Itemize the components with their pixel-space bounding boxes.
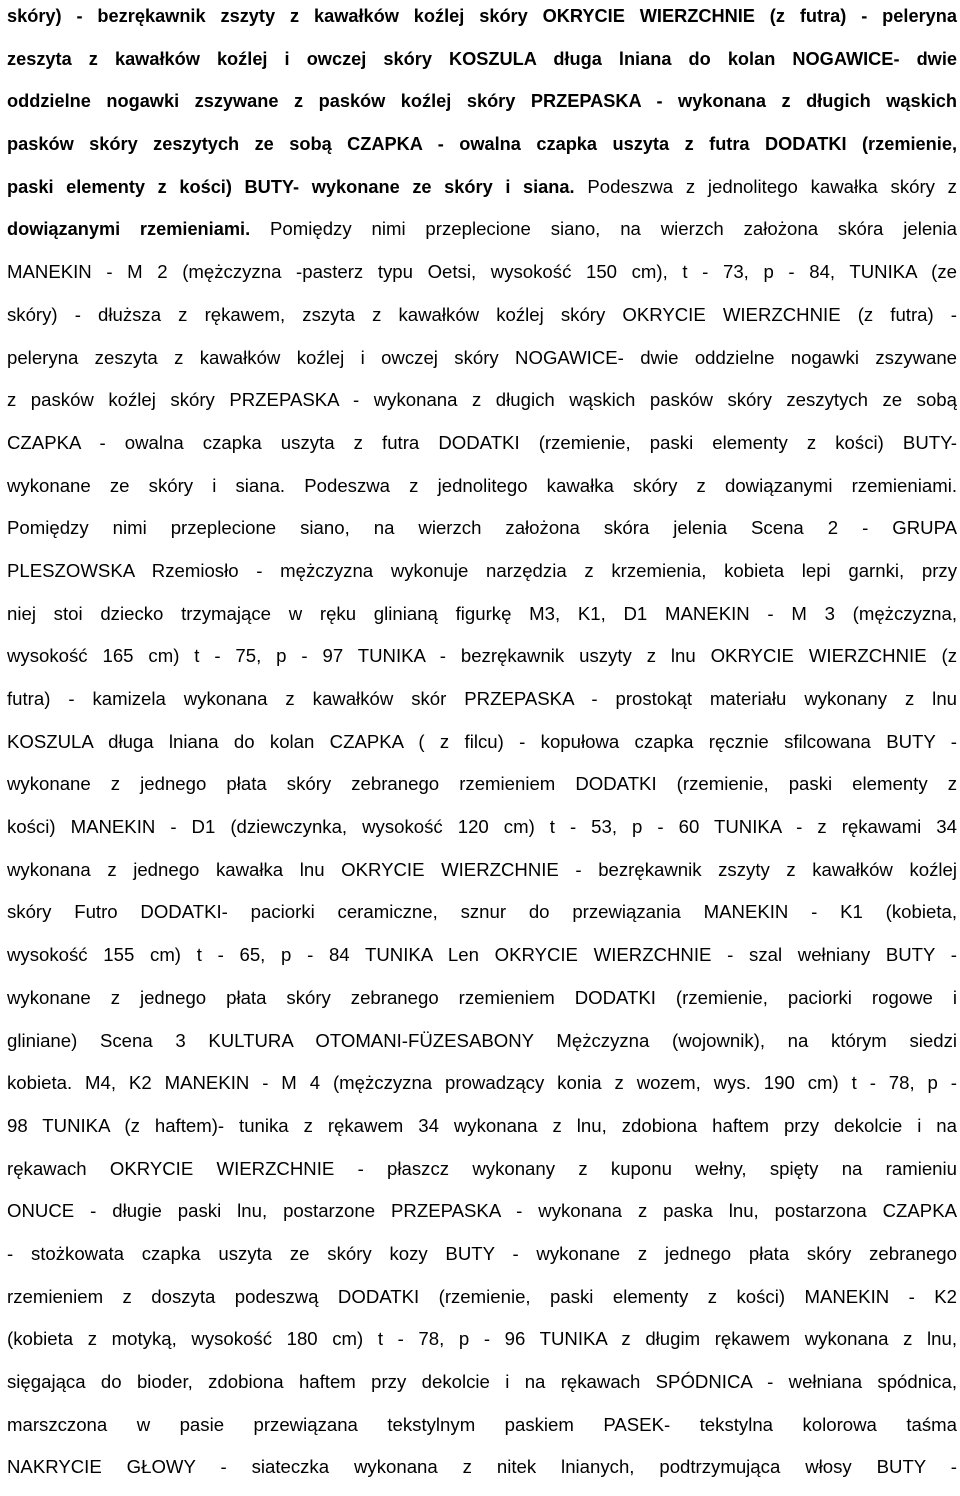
text-line: NAKRYCIE GŁOWY - siateczka wykonana z nitek lnianych, podtrzymująca włosy BUTY - bbox=[7, 1456, 957, 1478]
text-line: MANEKIN - M 2 (mężczyzna -pasterz typu Oetsi, wysokość 150 cm), t - 73, p - 84, TUNIKA (ze bbox=[7, 261, 957, 283]
text-line: oddzielne nogawki zszywane z pasków koźlej skóry PRZEPASKA - wykonana z długich wąskich bbox=[7, 91, 957, 112]
text-line: sięgająca do bioder, zdobiona haftem przy dekolcie i na rękawach SPÓDNICA - wełniana spódnica, bbox=[7, 1371, 957, 1392]
text-line: ONUCE - długie paski lnu, postarzone PRZEPASKA - wykonana z paska lnu, postarzona CZAPKA bbox=[7, 1200, 957, 1222]
text-line: 98 TUNIKA (z haftem)- tunika z rękawem 34 wykonana z lnu, zdobiona haftem przy dekolcie i na bbox=[7, 1114, 957, 1136]
text-line: KOSZULA długa lniana do kolan CZAPKA ( z filcu) - kopułowa czapka ręcznie sfilcowana BUTY - bbox=[7, 730, 957, 752]
text-line: CZAPKA - owalna czapka uszyta z futra DODATKI (rzemienie, paski elementy z kości) BUTY- bbox=[7, 431, 957, 453]
text-line: wysokość 165 cm) t - 75, p - 97 TUNIKA - bezrękawnik uszyty z lnu OKRYCIE WIERZCHNIE (z bbox=[7, 645, 957, 667]
text-segment: Podeszwa z jednolitego kawałka skóry z dowiązanymi rzemieniami. bbox=[304, 474, 957, 496]
text-line: (kobieta z motyką, wysokość 180 cm) t - 78, p - 96 TUNIKA z długim rękawem wykonana z lnu, bbox=[7, 1328, 957, 1350]
text-line: gliniane) Scena 3 KULTURA OTOMANI-FÜZESABONY Mężczyzna (wojownik), na którym siedzi bbox=[7, 1029, 957, 1051]
text-line: rękawach OKRYCIE WIERZCHNIE - płaszcz wykonany z kuponu wełny, spięty na ramieniu bbox=[7, 1157, 957, 1179]
text-line: pasków skóry zeszytych ze sobą CZAPKA - owalna czapka uszyta z futra DODATKI (rzemienie, bbox=[7, 134, 957, 155]
text-line: kości) MANEKIN - D1 (dziewczynka, wysokość 120 cm) t - 53, p - 60 TUNIKA - z rękawami 34 bbox=[7, 816, 957, 838]
text-segment: wykonane ze skóry i siana. bbox=[7, 474, 286, 496]
text-line: wykonane z jednego płata skóry zebranego rzemieniem DODATKI (rzemienie, paciorki rogowe i bbox=[7, 986, 957, 1008]
text-segment-bold: dowiązanymi rzemieniami. bbox=[7, 219, 251, 240]
text-segment-bold: paski elementy z kości) BUTY- wykonane ze skóry i siana. bbox=[7, 176, 575, 197]
text-line: skóry) - bezrękawnik zszyty z kawałków koźlej skóry OKRYCIE WIERZCHNIE (z futra) - peleryna bbox=[7, 6, 957, 26]
text-segment: Podeszwa z jednolitego kawałka skóry z bbox=[587, 175, 957, 197]
text-line: - stożkowata czapka uszyta ze skóry kozy BUTY - wykonane z jednego płata skóry zebranego bbox=[7, 1242, 957, 1264]
text-line: peleryna zeszyta z kawałków koźlej i owczej skóry NOGAWICE- dwie oddzielne nogawki zszywane bbox=[7, 346, 957, 368]
text-line: skóry) - dłuższa z rękawem, zszyta z kawałków koźlej skóry OKRYCIE WIERZCHNIE (z futra) - bbox=[7, 303, 957, 325]
text-line: futra) - kamizela wykonana z kawałków skór PRZEPASKA - prostokąt materiału wykonany z lnu bbox=[7, 688, 957, 709]
text-line: kobieta. M4, K2 MANEKIN - M 4 (mężczyzna prowadzący konia z wozem, wys. 190 cm) t - 78, p - bbox=[7, 1072, 957, 1094]
text-line bbox=[7, 171, 957, 214]
text-line bbox=[7, 213, 957, 256]
text-line: wykonana z jednego kawałka lnu OKRYCIE WIERZCHNIE - bezrękawnik zszyty z kawałków koźlej bbox=[7, 858, 957, 880]
text-segment: Pomiędzy nimi przeplecione siano, na wierzch założona skóra jelenia bbox=[269, 218, 957, 240]
text-line: rzemieniem z doszyta podeszwą DODATKI (rzemienie, paski elementy z kości) MANEKIN - K2 bbox=[7, 1285, 957, 1307]
document-page bbox=[7, 0, 957, 1494]
text-line: wykonane z jednego płata skóry zebranego rzemieniem DODATKI (rzemienie, paski elementy z bbox=[7, 773, 957, 795]
text-line: skóry Futro DODATKI- paciorki ceramiczne, sznur do przewiązania MANEKIN - K1 (kobieta, bbox=[7, 901, 957, 923]
text-line: PLESZOWSKA Rzemiosło - mężczyzna wykonuje narzędzia z krzemienia, kobieta lepi garnki, przy bbox=[7, 559, 957, 581]
text-line: niej stoi dziecko trzymające w ręku glinianą figurkę M3, K1, D1 MANEKIN - M 3 (mężczyzna, bbox=[7, 602, 957, 624]
text-line bbox=[7, 470, 957, 513]
text-line: marszczona w pasie przewiązana tekstylnym paskiem PASEK- tekstylna kolorowa taśma bbox=[7, 1413, 957, 1435]
text-line: z pasków koźlej skóry PRZEPASKA - wykonana z długich wąskich pasków skóry zeszytych ze sobą bbox=[7, 389, 957, 411]
text-line: Pomiędzy nimi przeplecione siano, na wierzch założona skóra jelenia Scena 2 - GRUPA bbox=[7, 517, 957, 539]
text-line: wysokość 155 cm) t - 65, p - 84 TUNIKA Len OKRYCIE WIERZCHNIE - szal wełniany BUTY - bbox=[7, 944, 957, 966]
text-line: zeszyta z kawałków koźlej i owczej skóry KOSZULA długa lniana do kolan NOGAWICE- dwie bbox=[7, 48, 957, 69]
